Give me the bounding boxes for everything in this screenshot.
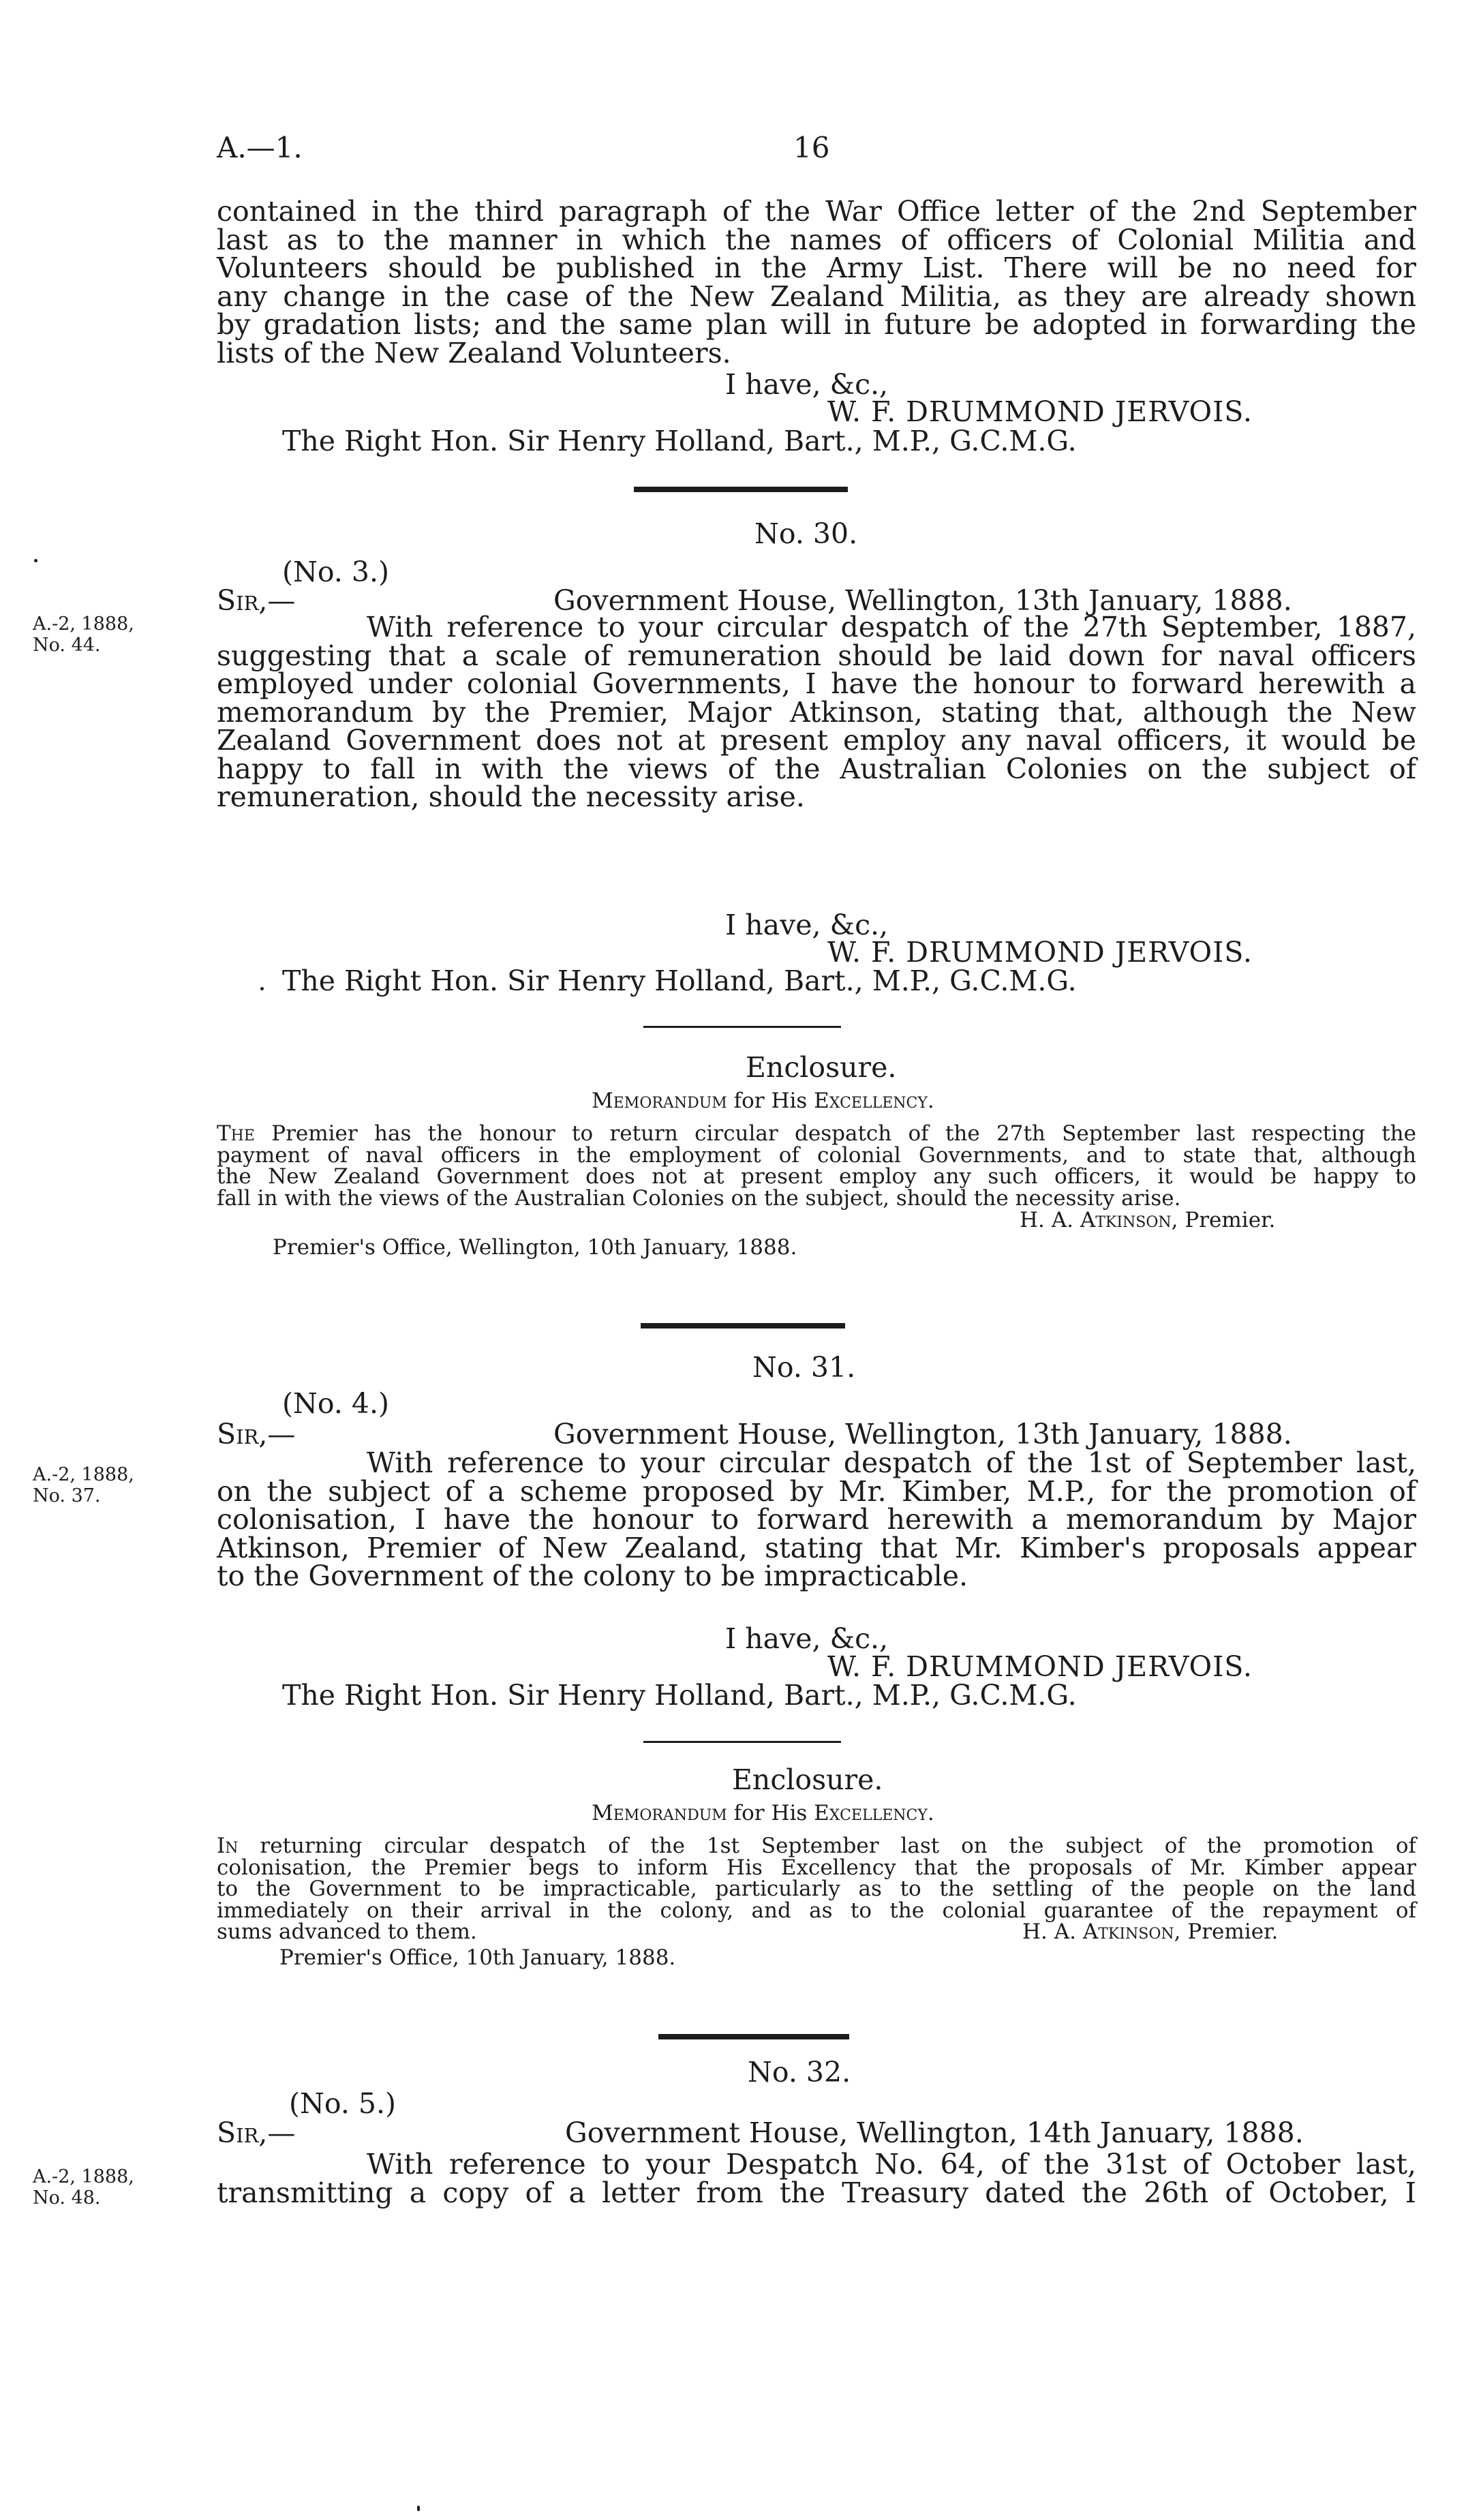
memorandum-signature [1022,1919,1279,1944]
section-divider [658,2034,849,2039]
sig-part: Atkinson, [1082,1919,1181,1944]
sig-part: Premier. [1185,1208,1276,1232]
margin-ref-line: A.-2, 1888, [33,613,134,635]
text-line: happy to fall in with the views of the Australian Colonies on the subject of [217,752,1416,785]
text-line: suggesting that a scale of remuneration should be laid down for naval officers [217,639,1416,672]
text-line: memorandum by the Premier, Major Atkinson, stating that, although the New [217,695,1416,729]
text-line: any change in the case of the New Zealand Militia, as they are already shown [217,279,1416,313]
enclosure-divider [643,1026,841,1028]
text-line: sums advanced to them. [217,1919,477,1944]
sig-part: H. A. [1022,1919,1076,1944]
text-line: immediately on their arrival in the colony, and as to the colonial guarantee of the repayment of [217,1898,1416,1923]
memo-word: Excellency. [814,1089,934,1113]
margin-reference [33,1464,134,1506]
place-date: Government House, Wellington, 13th January, 1888. [553,584,1292,617]
lead-word: The [217,1121,255,1146]
salutation-text: Sir,— [217,1418,296,1451]
continuation-paragraph [217,195,1416,369]
memorandum-body [217,1123,1416,1209]
salutation-text: Sir,— [217,584,296,617]
despatch-reference: (No. 4.) [282,1387,390,1420]
addressee: The Right Hon. Sir Henry Holland, Bart., M.P., G.C.M.G. [282,965,1077,997]
despatch-body [217,613,1416,812]
text-line [217,1123,1416,1145]
text-line: last as to the manner in which the names of officers of Colonial Militia and [217,223,1416,256]
memorandum-heading [592,1803,934,1824]
signature: W. F. DRUMMOND JERVOIS. [827,1650,1253,1683]
section-divider [634,487,848,492]
margin-ref-line: A.-2, 1888, [33,1464,134,1485]
margin-reference [33,2166,134,2208]
text-line: colonisation, the Premier begs to inform His Excellency that the proposals of Mr. Kimber appear [217,1855,1416,1880]
closing-phrase: I have, &c., [725,368,889,401]
signature: W. F. DRUMMOND JERVOIS. [827,936,1253,969]
despatch-number: No. 32. [748,2056,851,2089]
office-dateline: Premier's Office, 10th January, 1888. [279,1945,676,1970]
salutation [217,1418,296,1451]
lead-word: In [217,1834,239,1858]
text-line: on the subject of a scheme proposed by Mr. Kimber, M.P., for the promotion of [217,1474,1416,1508]
text-line: transmitting a copy of a letter from the Treasury dated the 26th of October, I [217,2176,1416,2209]
text-line: to the Government of the colony to be impracticable. [217,1560,968,1592]
speck-mark [260,987,264,990]
text-line: contained in the third paragraph of the War Office letter of the 2nd September [217,195,1416,228]
text-line: by gradation lists; and the same plan will in future be adopted in forwarding the [217,308,1416,341]
salutation [217,586,295,615]
despatch-body [217,2148,1416,2209]
despatch-reference: (No. 5.) [289,2087,397,2120]
text-run: returning circular despatch of the 1st September last on the subject of the promotion of [260,1834,1416,1858]
memo-word: Memorandum [592,1801,727,1825]
text-line: fall in with the views of the Australian Colonies on the subject, should the necessity arise. [217,1185,1181,1211]
salutation [217,2116,296,2149]
addressee: The Right Hon. Sir Henry Holland, Bart., M.P., G.C.M.G. [282,425,1077,457]
despatch-body [217,1446,1416,1592]
sig-part: Premier. [1187,1919,1279,1944]
text-line: colonisation, I have the honour to forward herewith a memorandum by Major [217,1503,1416,1536]
enclosure-title: Enclosure. [732,1763,883,1796]
margin-ref-line: A.-2, 1888, [33,2166,134,2187]
text-line: to the Government to be impracticable, particularly as to the settling of the people on the land [217,1877,1416,1901]
text-line: With reference to your Despatch No. 64, of the 31st of October last, [367,2148,1416,2181]
despatch-number: No. 31. [752,1351,856,1384]
closing-phrase: I have, &c., [725,909,889,941]
margin-ref-line: No. 48. [33,2187,101,2208]
memo-word: for His [733,1089,808,1113]
place-date: Government House, Wellington, 14th January, 1888. [565,2116,1304,2149]
section-divider [641,1323,845,1329]
memo-word: Memorandum [592,1089,727,1113]
office-dateline: Premier's Office, Wellington, 10th January, 1888. [273,1235,797,1260]
memo-word: for His [733,1801,808,1825]
text-line: employed under colonial Governments, I have the honour to forward herewith a [217,667,1416,700]
text-line: With reference to your circular despatch of the 1st of September last, [367,1446,1416,1479]
memorandum-heading [592,1091,934,1112]
speck-mark [417,2506,420,2511]
text-line: the New Zealand Government does not at present employ any such officers, it would be happy to [217,1164,1416,1189]
text-line [217,1836,1416,1857]
sig-part: H. A. [1020,1208,1073,1232]
text-line: Volunteers should be published in the Army List. There will be no need for [217,252,1416,284]
despatch-number: No. 30. [754,517,858,550]
margin-ref-line: No. 37. [33,1485,101,1506]
text-line: remuneration, should the necessity arise. [217,780,805,813]
margin-ref-line: No. 44. [33,635,101,656]
place-date: Government House, Wellington, 13th January, 1888. [553,1418,1292,1451]
page-number: 16 [793,131,830,164]
salutation-text: Sir,— [217,2116,296,2149]
addressee: The Right Hon. Sir Henry Holland, Bart., M.P., G.C.M.G. [282,1679,1077,1712]
text-line: payment of naval officers in the employment of colonial Governments, and to state that, although [217,1142,1416,1168]
text-line: With reference to your circular despatch of the 27th September, 1887, [367,611,1416,643]
memo-word: Excellency. [814,1801,934,1825]
enclosure-divider [643,1741,841,1743]
despatch-reference: (No. 3.) [282,556,390,588]
text-line: lists of the New Zealand Volunteers. [217,336,731,369]
text-line: Atkinson, Premier of New Zealand, stating that Mr. Kimber's proposals appear [217,1531,1416,1564]
closing-phrase: I have, &c., [725,1622,889,1655]
speck-mark [34,559,37,562]
signature: W. F. DRUMMOND JERVOIS. [827,395,1253,428]
text-line: Zealand Government does not at present employ any naval officers, it would be [217,724,1416,757]
margin-reference [33,613,134,656]
memorandum-signature [1020,1210,1275,1231]
sig-part: Atkinson, [1080,1208,1178,1232]
text-run: Premier has the honour to return circular despatch of the 27th September last respecting the [271,1121,1416,1146]
running-header-reference: A.—1. [217,131,303,164]
enclosure-title: Enclosure. [746,1051,897,1084]
